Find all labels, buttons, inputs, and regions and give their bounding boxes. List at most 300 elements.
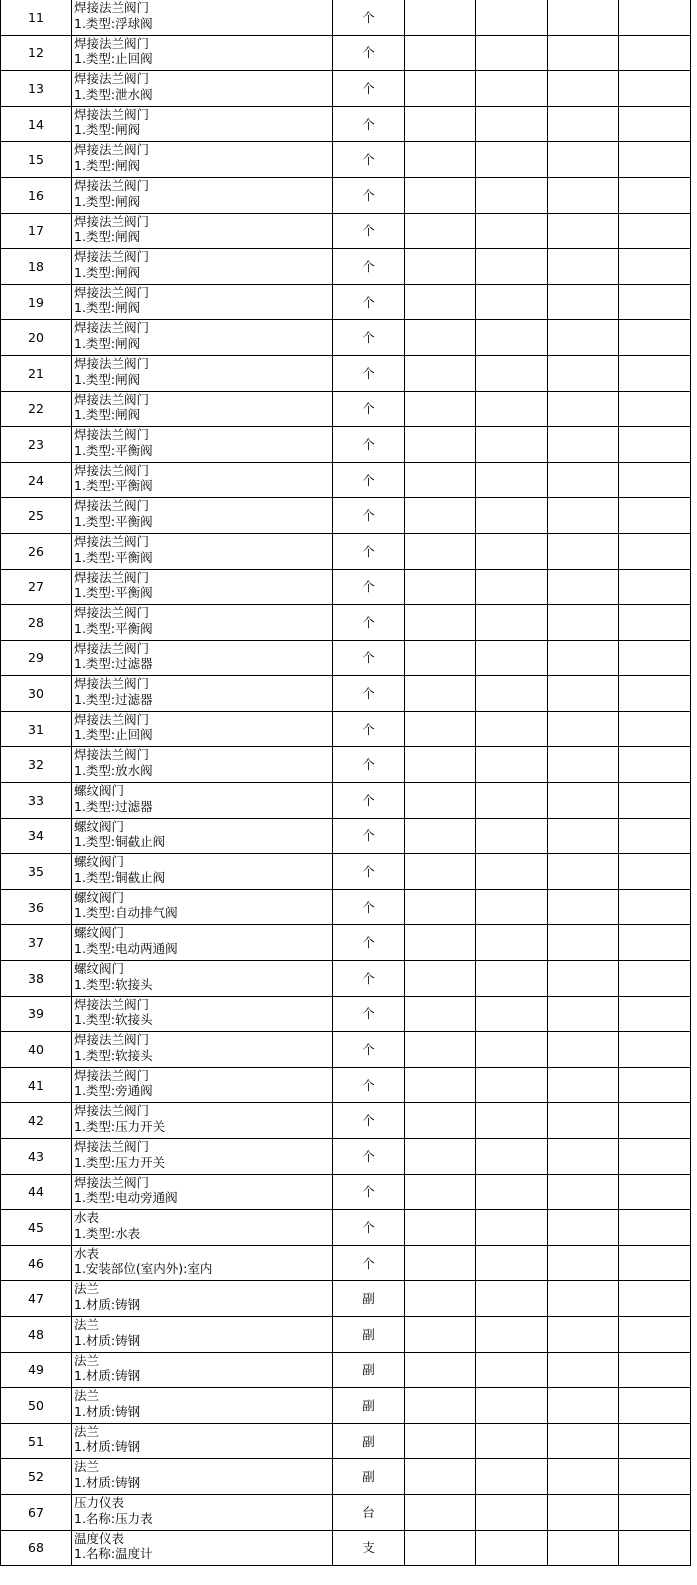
quantity-cell (405, 783, 476, 819)
table-row (1, 711, 691, 747)
item-name: 焊接法兰阀门 (74, 177, 150, 193)
unit-cell: 副 (333, 1281, 405, 1317)
unit-cell: 个 (333, 427, 405, 463)
remark-cell (619, 1316, 691, 1352)
item-feature: 1.材质:铸钢 (74, 1332, 141, 1348)
remark-cell (619, 1139, 691, 1175)
remark-cell (619, 925, 691, 961)
unit-price-cell (476, 1139, 548, 1175)
unit-price-cell (476, 533, 548, 569)
quantity-cell (405, 1352, 476, 1388)
quantity-cell (405, 249, 476, 285)
item-number-cell: 48 (1, 1316, 72, 1352)
unit-price-cell (476, 1388, 548, 1424)
item-number-cell: 49 (1, 1352, 72, 1388)
item-name: 焊接法兰阀门 (74, 391, 150, 407)
item-name: 水表 (74, 1245, 100, 1261)
unit-cell: 个 (333, 711, 405, 747)
unit-price-cell (476, 177, 548, 213)
unit-price-cell (476, 1281, 548, 1317)
item-description-cell (72, 35, 333, 71)
item-number-cell: 42 (1, 1103, 72, 1139)
remark-cell (619, 213, 691, 249)
amount-cell (548, 1459, 619, 1495)
item-feature: 1.类型:泄水阀 (74, 86, 153, 102)
amount-cell (548, 961, 619, 997)
item-description-cell (72, 1459, 333, 1495)
item-description-cell (72, 711, 333, 747)
item-description-cell (72, 1103, 333, 1139)
item-name: 法兰 (74, 1423, 100, 1439)
item-feature: 1.类型:闸阀 (74, 335, 141, 351)
unit-price-cell (476, 249, 548, 285)
quantity-cell (405, 1139, 476, 1175)
unit-price-cell (476, 1174, 548, 1210)
remark-cell (619, 355, 691, 391)
item-description-cell (72, 747, 333, 783)
table-row (1, 0, 691, 35)
amount-cell (548, 1494, 619, 1530)
item-number-cell: 30 (1, 676, 72, 712)
item-description-cell (72, 1067, 333, 1103)
item-number-cell: 46 (1, 1245, 72, 1281)
unit-cell: 个 (333, 213, 405, 249)
table-row (1, 1494, 691, 1530)
remark-cell (619, 106, 691, 142)
remark-cell (619, 1494, 691, 1530)
quantity-cell (405, 1103, 476, 1139)
table-row (1, 35, 691, 71)
item-name: 焊接法兰阀门 (74, 1067, 150, 1083)
item-name: 焊接法兰阀门 (74, 1103, 150, 1119)
remark-cell (619, 71, 691, 107)
amount-cell (548, 355, 619, 391)
table-row (1, 320, 691, 356)
quantity-cell (405, 0, 476, 35)
table-row (1, 925, 691, 961)
item-feature: 1.类型:闸阀 (74, 300, 141, 316)
table-row (1, 569, 691, 605)
unit-cell: 个 (333, 320, 405, 356)
item-number-cell: 40 (1, 1032, 72, 1068)
item-feature: 1.类型:闸阀 (74, 407, 141, 423)
amount-cell (548, 854, 619, 890)
unit-price-cell (476, 1067, 548, 1103)
amount-cell (548, 320, 619, 356)
remark-cell (619, 391, 691, 427)
item-description-cell (72, 889, 333, 925)
unit-cell: 个 (333, 284, 405, 320)
item-name: 法兰 (74, 1281, 100, 1297)
item-name: 焊接法兰阀门 (74, 35, 150, 51)
item-name: 螺纹阀门 (74, 961, 125, 977)
item-name: 焊接法兰阀门 (74, 996, 150, 1012)
item-feature: 1.类型:软接头 (74, 1012, 153, 1028)
item-name: 螺纹阀门 (74, 854, 125, 870)
quantity-cell (405, 462, 476, 498)
quantity-cell (405, 1494, 476, 1530)
unit-cell: 个 (333, 961, 405, 997)
unit-price-cell (476, 961, 548, 997)
item-name: 法兰 (74, 1459, 100, 1475)
item-feature: 1.类型:平衡阀 (74, 513, 153, 529)
unit-price-cell (476, 569, 548, 605)
table-row (1, 1245, 691, 1281)
item-description-cell (72, 177, 333, 213)
quantity-cell (405, 676, 476, 712)
item-description-cell (72, 284, 333, 320)
item-number-cell: 68 (1, 1530, 72, 1566)
amount-cell (548, 1210, 619, 1246)
unit-price-cell (476, 427, 548, 463)
unit-price-cell (476, 320, 548, 356)
unit-price-cell (476, 996, 548, 1032)
item-feature: 1.类型:浮球阀 (74, 15, 153, 31)
item-name: 法兰 (74, 1316, 100, 1332)
unit-price-cell (476, 391, 548, 427)
unit-price-cell (476, 711, 548, 747)
amount-cell (548, 249, 619, 285)
quantity-cell (405, 427, 476, 463)
item-feature: 1.类型:铜截止阀 (74, 869, 166, 885)
item-number-cell: 11 (1, 0, 72, 35)
item-number-cell: 31 (1, 711, 72, 747)
item-name: 水表 (74, 1210, 100, 1226)
quantity-cell (405, 925, 476, 961)
remark-cell (619, 1032, 691, 1068)
item-description-cell (72, 783, 333, 819)
amount-cell (548, 498, 619, 534)
item-name: 螺纹阀门 (74, 925, 125, 941)
quantity-cell (405, 854, 476, 890)
amount-cell (548, 1245, 619, 1281)
unit-price-cell (476, 605, 548, 641)
remark-cell (619, 284, 691, 320)
item-feature: 1.类型:闸阀 (74, 193, 141, 209)
item-description-cell (72, 71, 333, 107)
unit-price-cell (476, 106, 548, 142)
item-description-cell (72, 1210, 333, 1246)
table-row (1, 1530, 691, 1566)
item-description-cell (72, 1139, 333, 1175)
quantity-cell (405, 889, 476, 925)
item-feature: 1.类型:自动排气阀 (74, 905, 178, 921)
remark-cell (619, 427, 691, 463)
item-number-cell: 23 (1, 427, 72, 463)
item-number-cell: 43 (1, 1139, 72, 1175)
remark-cell (619, 142, 691, 178)
table-row (1, 605, 691, 641)
table-row (1, 462, 691, 498)
item-name: 焊接法兰阀门 (74, 1032, 150, 1048)
remark-cell (619, 249, 691, 285)
amount-cell (548, 1423, 619, 1459)
remark-cell (619, 1245, 691, 1281)
remark-cell (619, 818, 691, 854)
item-name: 螺纹阀门 (74, 889, 125, 905)
unit-cell: 个 (333, 533, 405, 569)
item-feature: 1.类型:平衡阀 (74, 478, 153, 494)
item-feature: 1.类型:过滤器 (74, 691, 153, 707)
item-number-cell: 41 (1, 1067, 72, 1103)
table-row (1, 533, 691, 569)
table-row (1, 106, 691, 142)
unit-cell: 个 (333, 996, 405, 1032)
amount-cell (548, 996, 619, 1032)
table-row (1, 213, 691, 249)
remark-cell (619, 320, 691, 356)
item-description-cell (72, 676, 333, 712)
item-description-cell (72, 462, 333, 498)
unit-price-cell (476, 498, 548, 534)
item-number-cell: 47 (1, 1281, 72, 1317)
unit-cell: 个 (333, 0, 405, 35)
remark-cell (619, 462, 691, 498)
unit-price-cell (476, 1210, 548, 1246)
unit-cell: 个 (333, 1174, 405, 1210)
unit-cell: 副 (333, 1423, 405, 1459)
unit-cell: 个 (333, 106, 405, 142)
remark-cell (619, 640, 691, 676)
unit-cell: 个 (333, 676, 405, 712)
remark-cell (619, 605, 691, 641)
item-description-cell (72, 498, 333, 534)
table-row (1, 1281, 691, 1317)
unit-price-cell (476, 925, 548, 961)
item-feature: 1.类型:平衡阀 (74, 442, 153, 458)
item-description-cell (72, 355, 333, 391)
item-name: 法兰 (74, 1388, 100, 1404)
remark-cell (619, 1423, 691, 1459)
unit-price-cell (476, 1103, 548, 1139)
quantity-cell (405, 1281, 476, 1317)
item-description-cell (72, 640, 333, 676)
quantity-cell (405, 1423, 476, 1459)
item-description-cell (72, 818, 333, 854)
item-number-cell: 36 (1, 889, 72, 925)
item-name: 焊接法兰阀门 (74, 533, 150, 549)
quantity-cell (405, 284, 476, 320)
unit-cell: 个 (333, 1210, 405, 1246)
unit-price-cell (476, 0, 548, 35)
unit-price-cell (476, 1352, 548, 1388)
table-row (1, 1388, 691, 1424)
table-row (1, 640, 691, 676)
amount-cell (548, 213, 619, 249)
item-name: 焊接法兰阀门 (74, 0, 150, 15)
quantity-cell (405, 1316, 476, 1352)
item-number-cell: 25 (1, 498, 72, 534)
unit-price-cell (476, 355, 548, 391)
item-feature: 1.材质:铸钢 (74, 1474, 141, 1490)
item-number-cell: 33 (1, 783, 72, 819)
item-number-cell: 15 (1, 142, 72, 178)
item-description-cell (72, 854, 333, 890)
remark-cell (619, 569, 691, 605)
unit-cell: 个 (333, 889, 405, 925)
item-name: 焊接法兰阀门 (74, 569, 150, 585)
quantity-cell (405, 605, 476, 641)
unit-price-cell (476, 35, 548, 71)
item-description-cell (72, 106, 333, 142)
amount-cell (548, 0, 619, 35)
remark-cell (619, 711, 691, 747)
table-row (1, 1139, 691, 1175)
quantity-cell (405, 1388, 476, 1424)
amount-cell (548, 1352, 619, 1388)
unit-price-cell (476, 747, 548, 783)
remark-cell (619, 996, 691, 1032)
table-row (1, 1067, 691, 1103)
quantity-cell (405, 1210, 476, 1246)
item-number-cell: 35 (1, 854, 72, 890)
item-feature: 1.类型:软接头 (74, 976, 153, 992)
amount-cell (548, 569, 619, 605)
item-description-cell (72, 961, 333, 997)
unit-cell: 个 (333, 1139, 405, 1175)
item-name: 焊接法兰阀门 (74, 106, 150, 122)
unit-price-cell (476, 889, 548, 925)
quantity-cell (405, 1530, 476, 1566)
amount-cell (548, 1103, 619, 1139)
unit-cell: 个 (333, 818, 405, 854)
item-description-cell (72, 1245, 333, 1281)
quantity-cell (405, 320, 476, 356)
unit-cell: 个 (333, 71, 405, 107)
item-description-cell (72, 1388, 333, 1424)
item-number-cell: 14 (1, 106, 72, 142)
amount-cell (548, 1530, 619, 1566)
unit-price-cell (476, 640, 548, 676)
unit-price-cell (476, 783, 548, 819)
item-feature: 1.类型:闸阀 (74, 122, 141, 138)
remark-cell (619, 1352, 691, 1388)
unit-price-cell (476, 818, 548, 854)
quantity-cell (405, 1067, 476, 1103)
quantity-cell (405, 177, 476, 213)
item-name: 法兰 (74, 1352, 100, 1368)
item-number-cell: 13 (1, 71, 72, 107)
unit-price-cell (476, 676, 548, 712)
unit-cell: 个 (333, 498, 405, 534)
quantity-cell (405, 213, 476, 249)
table-row (1, 1210, 691, 1246)
table-row (1, 391, 691, 427)
item-feature: 1.材质:铸钢 (74, 1403, 141, 1419)
table-row (1, 1174, 691, 1210)
remark-cell (619, 889, 691, 925)
unit-cell: 个 (333, 1067, 405, 1103)
item-name: 温度仪表 (74, 1530, 125, 1546)
table-row (1, 1032, 691, 1068)
unit-cell: 个 (333, 925, 405, 961)
amount-cell (548, 925, 619, 961)
item-number-cell: 29 (1, 640, 72, 676)
table-row (1, 284, 691, 320)
amount-cell (548, 106, 619, 142)
item-description-cell (72, 1530, 333, 1566)
item-name: 焊接法兰阀门 (74, 747, 150, 763)
unit-price-cell (476, 462, 548, 498)
table-row (1, 1459, 691, 1495)
amount-cell (548, 818, 619, 854)
item-feature: 1.类型:过滤器 (74, 656, 153, 672)
unit-price-cell (476, 1316, 548, 1352)
table-row (1, 1103, 691, 1139)
quantity-cell (405, 355, 476, 391)
item-description-cell (72, 996, 333, 1032)
item-description-cell (72, 925, 333, 961)
table-row (1, 676, 691, 712)
item-name: 焊接法兰阀门 (74, 1174, 150, 1190)
item-feature: 1.类型:平衡阀 (74, 549, 153, 565)
remark-cell (619, 35, 691, 71)
quantity-cell (405, 498, 476, 534)
remark-cell (619, 177, 691, 213)
amount-cell (548, 462, 619, 498)
amount-cell (548, 427, 619, 463)
remark-cell (619, 1210, 691, 1246)
unit-cell: 个 (333, 177, 405, 213)
item-description-cell (72, 142, 333, 178)
item-description-cell (72, 569, 333, 605)
amount-cell (548, 1032, 619, 1068)
item-number-cell: 45 (1, 1210, 72, 1246)
table-row (1, 498, 691, 534)
item-name: 焊接法兰阀门 (74, 462, 150, 478)
quantity-cell (405, 747, 476, 783)
item-description-cell (72, 533, 333, 569)
item-number-cell: 27 (1, 569, 72, 605)
item-description-cell (72, 213, 333, 249)
item-number-cell: 37 (1, 925, 72, 961)
item-feature: 1.类型:平衡阀 (74, 620, 153, 636)
item-feature: 1.类型:过滤器 (74, 798, 153, 814)
item-name: 焊接法兰阀门 (74, 71, 150, 87)
unit-cell: 个 (333, 1245, 405, 1281)
table-row (1, 1352, 691, 1388)
unit-price-cell (476, 142, 548, 178)
item-description-cell (72, 1352, 333, 1388)
table-row (1, 747, 691, 783)
amount-cell (548, 1281, 619, 1317)
amount-cell (548, 889, 619, 925)
unit-price-cell (476, 1245, 548, 1281)
amount-cell (548, 1174, 619, 1210)
item-feature: 1.名称:温度计 (74, 1546, 153, 1562)
quantity-cell (405, 569, 476, 605)
item-name: 焊接法兰阀门 (74, 640, 150, 656)
item-name: 焊接法兰阀门 (74, 284, 150, 300)
item-number-cell: 12 (1, 35, 72, 71)
unit-cell: 副 (333, 1316, 405, 1352)
quantity-cell (405, 1174, 476, 1210)
table-row (1, 1316, 691, 1352)
item-number-cell: 18 (1, 249, 72, 285)
unit-price-cell (476, 1032, 548, 1068)
item-number-cell: 19 (1, 284, 72, 320)
remark-cell (619, 676, 691, 712)
table-row (1, 996, 691, 1032)
item-name: 焊接法兰阀门 (74, 249, 150, 265)
remark-cell (619, 961, 691, 997)
item-description-cell (72, 427, 333, 463)
remark-cell (619, 854, 691, 890)
quantity-cell (405, 1245, 476, 1281)
remark-cell (619, 1530, 691, 1566)
amount-cell (548, 284, 619, 320)
item-feature: 1.类型:放水阀 (74, 763, 153, 779)
